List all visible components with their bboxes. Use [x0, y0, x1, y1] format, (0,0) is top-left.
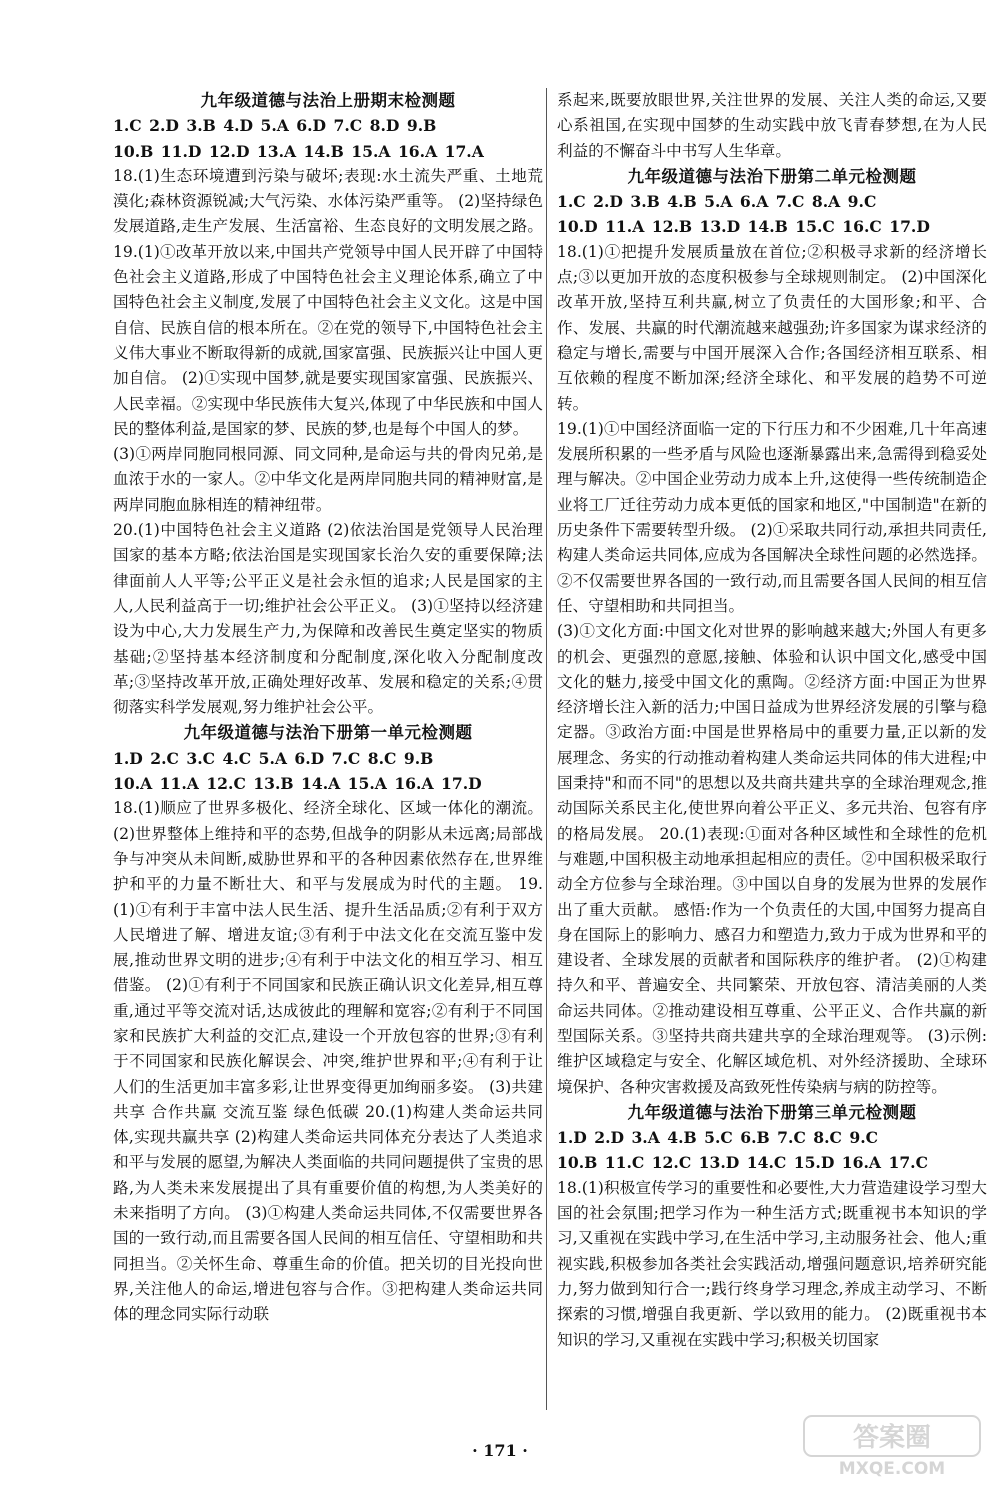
answer-paragraph: (3)①两岸同胞同根同源、同文同种,是命运与共的骨肉兄弟,是血浓于水的一家人。②中华文化是两岸同胞共同的精神财富,是两岸同胞血脉相连的精神纽带。: [113, 445, 543, 514]
multiple-choice-answers: 10.D 11.A 12.B 13.D 14.B 15.C 16.C 17.D: [557, 217, 930, 237]
section-title-unit-3: 九年级道德与法治下册第三单元检测题: [627, 1102, 917, 1122]
page-number: · 171 ·: [472, 1441, 528, 1460]
section-title-unit-2: 九年级道德与法治下册第二单元检测题: [627, 166, 917, 186]
multiple-choice-answers: 1.C 2.D 3.B 4.B 5.A 6.A 7.C 8.A 9.C: [557, 192, 877, 212]
watermark-text-cn: 答案圈: [852, 1423, 932, 1453]
multiple-choice-answers: 10.A 11.A 12.C 13.B 14.A 15.A 16.A 17.D: [113, 774, 482, 794]
answer-paragraph: 18.(1)积极宣传学习的重要性和必要性,大力营造建设学习型大国的社会氛围;把学习作为一种生活方式;既重视书本知识的学习,又重视在实践中学习,在生活中学习,主动服务社会、他人;重视实践,积极参加各类社会实践活动,增强问题意识,培养研究能力,努力做到知行合一;践行终身学习理念,养成主动学习、不断探索的习惯,增强自我更新、学以致用的能力。 (2)既重视书本知识的学习,又重视在实践中学习;积极关切国家: [557, 1178, 987, 1349]
multiple-choice-answers: 10.B 11.C 12.C 13.D 14.C 15.D 16.A 17.C: [557, 1153, 929, 1173]
answer-paragraph: 19.(1)①中国经济面临一定的下行压力和不少困难,几十年高速发展所积累的一些矛盾与风险也逐渐暴露出来,急需得到稳妥处理与解决。②中国企业劳动力成本上升,这使得一些传统制造企业将工厂迁往劳动力成本更低的国家和地区,"中国制造"在新的历史条件下需要转型升级。 (2)①采取共同行动,承担共同责任,构建人类命运共同体,应成为各国解决全球性问题的必然选择。②不仅需要世界各国的一致行动,而且需要各国人民间的相互信任、守望相助和共同担当。: [557, 419, 987, 615]
answer-paragraph: 18.(1)①把提升发展质量放在首位;②积极寻求新的经济增长点;③以更加开放的态度积极参与全球规则制定。 (2)中国深化改革开放,坚持互利共赢,树立了负责任的大国形象;和平、合作、发展、共赢的时代潮流越来越强劲;许多国家为谋求经济的稳定与增长,需要与中国开展深入合作;各国经济相互联系、相互依赖的程度不断加深;经济全球化、和平发展的趋势不可逆转。: [557, 242, 987, 413]
section-title-final-exam: 九年级道德与法治上册期末检测题: [200, 91, 456, 110]
left-column: [113, 88, 543, 1328]
section-title-unit-1: 九年级道德与法治下册第一单元检测题: [183, 723, 473, 743]
answer-paragraph: 20.(1)中国特色社会主义道路 (2)依法治国是党领导人民治理国家的基本方略;依法治国是实现国家长治久安的重要保障;法律面前人人平等;公平正义是社会永恒的追求;人民是国家的主人,人民利益高于一切;维护社会公平正义。 (3)①坚持以经济建设为中心,大力发展生产力,为保障和改善民生奠定坚实的物质基础;②坚持基本经济制度和分配制度,深化收入分配制度改革;③坚持改革开放,正确处理好改革、发展和稳定的关系;④贯彻落实科学发展观,努力维护社会公平。: [113, 521, 543, 717]
answer-paragraph: (3)①文化方面:中国文化对世界的影响越来越大;外国人有更多的机会、更强烈的意愿,接触、体验和认识中国文化,感受中国文化的魅力,接受中国文化的熏陶。②经济方面:中国正为世界经济增长注入新的活力;中国日益成为世界经济发展的引擎与稳定器。③政治方面:中国是世界格局中的重要力量,正以新的发展理念、务实的行动推动着构建人类命运共同体的伟大进程;中国秉持"和而不同"的思想以及共商共建共享的全球治理观念,推动国际关系民主化,使世界向着公平正义、多元共治、包容有序的格局发展。 20.(1)表现:①面对各种区域性和全球性的危机与难题,中国积极主动地承担起相应的责任。②中国积极采取行动全方位参与全球治理。③中国以自身的发展为世界的发展作出了重大贡献。 感悟:作为一个负责任的大国,中国努力提高自身在国际上的影响力、感召力和塑造力,致力于成为世界和平的建设者、全球发展的贡献者和国际秩序的维护者。 (2)①构建持久和平、普遍安全、共同繁荣、开放包容、清洁美丽的人类命运共同体。②推动建设相互尊重、公平正义、合作共赢的新型国际关系。③坚持共商共建共享的全球治理观等。 (3)示例:维护区域稳定与安全、化解区域危机、对外经济援助、全球环境保护、各种灾害救援及高致死性传染病与病的防控等。: [557, 622, 987, 1096]
watermark-logo: [802, 1414, 982, 1478]
right-column: [557, 88, 987, 1353]
multiple-choice-answers: 1.C 2.D 3.B 4.D 5.A 6.D 7.C 8.D 9.B: [113, 116, 437, 136]
multiple-choice-answers: 10.B 11.D 12.D 13.A 14.B 15.A 16.A 17.A: [113, 141, 484, 161]
multiple-choice-answers: 1.D 2.C 3.C 4.C 5.A 6.D 7.C 8.C 9.B: [113, 748, 434, 768]
watermark-text-en: MXQE.COM: [838, 1459, 946, 1478]
column-divider: [546, 88, 547, 1410]
answer-paragraph: 18.(1)生态环境遭到污染与破坏;表现:水土流失严重、土地荒漠化;森林资源锐减;大气污染、水体污染严重等。 (2)坚持绿色发展道路,走生产发展、生活富裕、生态良好的文明发展之路。 19.(1)①改革开放以来,中国共产党领导中国人民开辟了中国特色社会主义道路,形成了中国特色社会主义理论体系,确立了中国特色社会主义制度,发展了中国特色社会主义文化。这是中国自信、民族自信的根本所在。②在党的领导下,中国特色社会主义伟大事业不断取得新的成就,国家富强、民族振兴让中国人更加自信。 (2)①实现中国梦,就是要实现国家富强、民族振兴、人民幸福。②实现中华民族伟大复兴,体现了中华民族和中国人民的整体利益,是国家的梦、民族的梦,也是每个中国人的梦。: [113, 166, 543, 438]
answer-paragraph: 18.(1)顺应了世界多极化、经济全球化、区域一体化的潮流。 (2)世界整体上维持和平的态势,但战争的阴影从未远离;局部战争与冲突从未间断,威胁世界和平的各种因素依然存在,世界维护和平的力量不断壮大、和平与发展成为时代的主题。 19.(1)①有利于丰富中法人民生活、提升生活品质;②有利于双方人民增进了解、增进友谊;③有利于中法文化在交流互鉴中发展,推动世界文明的进步;④有利于中法文化的相互学习、相互借鉴。 (2)①有利于不同国家和民族正确认识文化差异,相互尊重,通过平等交流对话,达成彼此的理解和宽容;②有利于不同国家和民族扩大利益的交汇点,建设一个开放包容的世界;③有利于不同国家和民族化解误会、冲突,维护世界和平;④有利于让人们的生活更加丰富多彩,让世界变得更加绚丽多姿。 (3)共建共享 合作共赢 交流互鉴 绿色低碳 20.(1)构建人类命运共同体,实现共赢共享 (2)构建人类命运共同体充分表达了人类追求和平与发展的愿望,为解决人类面临的共同问题提供了宝贵的思路,为人类未来发展提出了具有重要价值的构想,为人类美好的未来指明了方向。 (3)①构建人类命运共同体,不仅需要世界各国的一致行动,而且需要各国人民间的相互信任、守望相助和共同担当。②关怀生命、尊重生命的价值。把关切的目光投向世界,关注他人的命运,增进包容与合作。③把构建人类命运共同体的理念同实际行动联: [113, 799, 543, 1324]
answer-paragraph-continued: 系起来,既要放眼世界,关注世界的发展、关注人类的命运,又要心系祖国,在实现中国梦的生动实践中放飞青春梦想,在为人民利益的不懈奋斗中书写人生华章。: [557, 91, 987, 160]
multiple-choice-answers: 1.D 2.D 3.A 4.B 5.C 6.B 7.C 8.C 9.C: [557, 1128, 879, 1148]
